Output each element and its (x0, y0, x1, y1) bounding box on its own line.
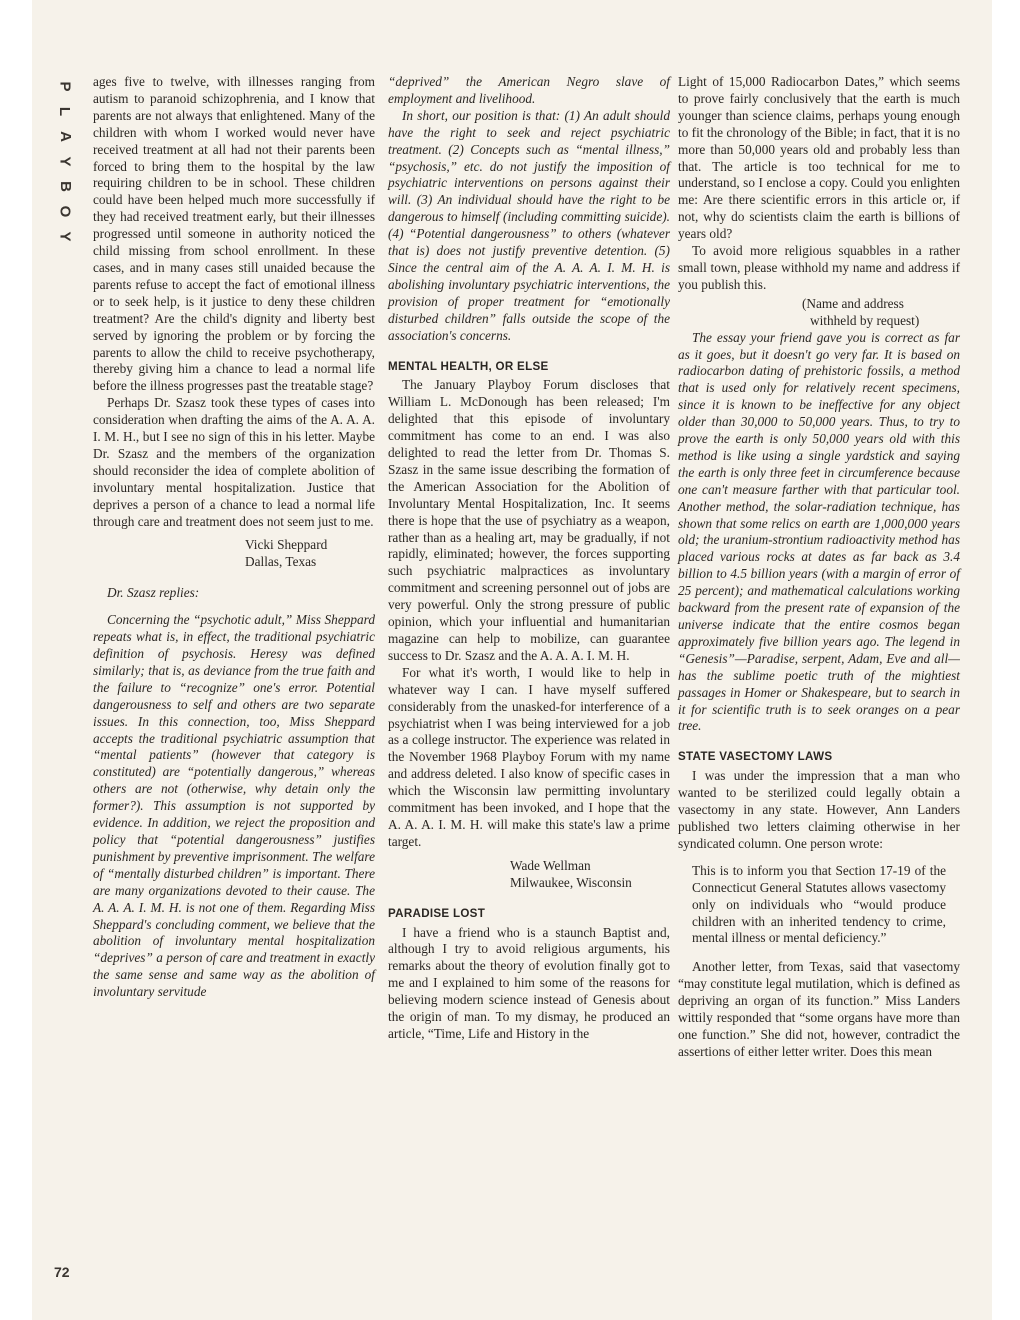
column-1 (93, 74, 375, 1001)
signature-name: Vicki Sheppard (245, 537, 328, 553)
spine-letter: O (56, 205, 74, 218)
letter-signature (388, 858, 670, 892)
editor-answer: The essay your friend gave you is correct as far as it goes, but it doesn't go very far. It is based on radiocarbon dating of prehistoric fossils, a method that is used only for relatively recent specimens, since it is known to be ineffective for any object older than 30,000 to 50,000 years. Thus, to try to prove the earth is only 50,000 years old with this method is like using a single yardstick and saying the earth is only three feet in circumference because one can't measure farther with that particular tool. Another method, the solar-radiation technique, has shown that some relics on earth are 1,000,000 years old; the uranium-strontium radioactivity method has placed various rocks at dates as far back as 3.4 billion to 4.5 billion years (with a margin of error of 25 percent); and mathematical calculations working backward from the present rate of expansion of the universe indicate that the entire cosmos began approximately five billion years ago. The legend in “Genesis”—Paradise, serpent, Adam, Eve and all—has the sublime poetic truth of the mightiest passages in Homer or Shakespeare, but to search in it for scientific truth is to seek oranges on a pear tree. (678, 329, 960, 734)
spine-letter: Y (56, 231, 74, 242)
letter-paragraph: Light of 15,000 Radiocarbon Dates,” which seems to prove fairly conclusively that the earth is much younger than science claims, perhaps young enough to fit the chronology of the Bible; in fact, that it is no more than 50,000 years old and probably less than that. The article is too technical for me to understand, so I enclose a copy. Could you enlighten me: Are there scientific errors in this article or, if not, why do scientists claim the earth is billions of years old? (678, 74, 960, 242)
magazine-spine-logo (54, 74, 76, 249)
letter-paragraph: For what it's worth, I would like to help in whatever way I can. I have myself suffered considerably from the unasked-for interference of a psychiatrist when I was being interviewed for a job as a college instructor. The experience was related in the November 1968 Playboy Forum with my name and address deleted. I also know of specific cases in which the Wisconsin law permitting involuntary commitment has been invoked, and I hope that the A. A. A. I. M. H. will make this state's law a prime target. (388, 664, 670, 849)
letter-paragraph: I have a friend who is a staunch Baptist and, although I try to avoid religious arguments, his remarks about the theory of evolution finally got to me and I explained to him some of the reasons for believing modern science instead of Genesis about the origin of man. To my dismay, he produced an article, “Time, Life and History in the (388, 924, 670, 1041)
section-heading: PARADISE LOST (388, 906, 486, 920)
column-3 (678, 74, 960, 1061)
withheld-note (678, 296, 960, 330)
spine-letter: L (56, 106, 74, 117)
spine-letter: P (56, 81, 74, 92)
spine-letter: A (56, 131, 74, 142)
reply-paragraph: Concerning the “psychotic adult,” Miss Sheppard repeats what is, in effect, the traditional psychiatric definition of psychosis. Heresy was defined similarly; that is, as deviance from the true faith and the failure to “recognize” one's error. Potential dangerousness to self and others are two separate issues. In this connection, too, Miss Sheppard accepts the traditional psychiatric assumption that “mental patients” (however that category is constituted) are “potentially dangerous,” whereas others are not (otherwise, why detain only the former?). This assumption is not supported by evidence. In addition, we reject the proposition and policy that “potential dangerousness” justifies punishment by preventive imprisonment. The welfare of “mentally disturbed children” is important. There are many organizations devoted to their cause. The A. A. A. I. M. H. is not one of them. Regarding Miss Sheppard's concluding comment, we believe that the abolition of involuntary mental hospitalization “deprives” a person of care and treatment in exactly the same sense and same way as the abolition of involuntary servitude (93, 612, 375, 1000)
withheld-line: withheld by request) (810, 312, 920, 328)
signature-name: Wade Wellman (510, 857, 591, 873)
block-quote (692, 863, 946, 948)
signature-place: Dallas, Texas (245, 554, 317, 570)
letter-paragraph: To avoid more religious squabbles in a rather small town, please withhold my name and address if you publish this. (678, 243, 960, 292)
spine-letter: B (56, 181, 74, 192)
letter-paragraph: Perhaps Dr. Szasz took these types of cases into consideration when drafting the aims of the A. A. A. I. M. H., but I see no sign of this in his letter. Maybe Dr. Szasz and the members of the organization should reconsider the idea of complete abolition of involuntary mental hospitalization. Justice that deprives a person of a chance to lead a normal life through care and treatment does not seem just to me. (93, 395, 375, 529)
letter-paragraph: ages five to twelve, with illnesses ranging from autism to paranoid schizophrenia, and I know that parents are not always that enlightened. Many of the children with whom I worked would never have received treatment at all had not their parents been forced to bring them to the hospital by the law requiring children to be in school. These children could have been helped much more successfully if they had received treatment early, but their illnesses progressed until someone in authority noticed the child missing from school enrollment. In these cases, and in many cases still unaided because the parents refuse to accept the fact of emotional illness or to seek help, is it justice to deny these children treatment? Are the child's dignity and liberty best served by ignoring the problem or by forcing the parents to allow the child to receive psychotherapy, thereby giving him a chance to lead a normal life before the illness progresses past the treatable stage? (93, 74, 375, 394)
section-heading: MENTAL HEALTH, OR ELSE (388, 359, 549, 373)
column-2 (388, 74, 670, 1043)
page-number: 72 (54, 1264, 70, 1280)
letter-paragraph: Another letter, from Texas, said that vasectomy “may constitute legal mutilation, which is defined as depriving an organ of its function.” Miss Landers wittily responded that “some organs have more than one function.” She did not, however, contradict the assertions of either letter writer. Does this mean (678, 959, 960, 1059)
letter-signature (93, 537, 375, 571)
reply-label: Dr. Szasz replies: (107, 585, 200, 601)
quote-text: This is to inform you that Section 17-19 of the Connecticut General Statutes allows vasectomy only on individuals who “would produce children with an inherited tendency to crime, mental illness or mental deficiency.” (692, 862, 946, 946)
letter-paragraph: I was under the impression that a man who wanted to be sterilized could legally obtain a vasectomy in any state. However, Ann Landers published two letters claiming otherwise in her syndicated column. One person wrote: (678, 768, 960, 851)
spine-letter: Y (56, 156, 74, 167)
withheld-line: (Name and address (802, 295, 904, 311)
signature-place: Milwaukee, Wisconsin (510, 874, 632, 890)
reply-paragraph: In short, our position is that: (1) An adult should have the right to seek and reject psychiatric treatment. (2) Concepts such as “mental illness,” “psychosis,” etc. do not justify the imposition of psychiatric interventions on persons against their will. (3) An individual should have the right to be dangerous to himself (including committing suicide). (4) “Potential dangerousness” to others (whatever that is) does not justify preventive detention. (5) Since the central aim of the A. A. A. I. M. H. is abolishing involuntary psychiatric interventions, the provision of proper treatment for “emotionally disturbed children” falls outside the scope of the association's concerns. (388, 107, 670, 343)
letter-paragraph: The January Playboy Forum discloses that William L. McDonough has been released; I'm delighted that this episode of involuntary commitment has come to an end. I was also delighted to read the letter from Dr. Thomas S. Szasz in the same issue describing the formation of the American Association for the Abolition of Involuntary Mental Hospitalization, Inc. It seems there is hope that the use of psychiatry as a weapon, rather than as a healing art, may be gradually, if not rapidly, eliminated; however, the forces supporting such psychiatric malpractices as involuntary commitment and screening personnel out of jobs are very powerful. Only the strong pressure of public opinion, which your influential and humanitarian magazine can help to mobilize, can guarantee success to Dr. Szasz and the A. A. A. I. M. H. (388, 377, 670, 663)
reply-paragraph: “deprived” the American Negro slave of employment and livelihood. (388, 74, 670, 106)
section-heading: STATE VASECTOMY LAWS (678, 750, 833, 764)
